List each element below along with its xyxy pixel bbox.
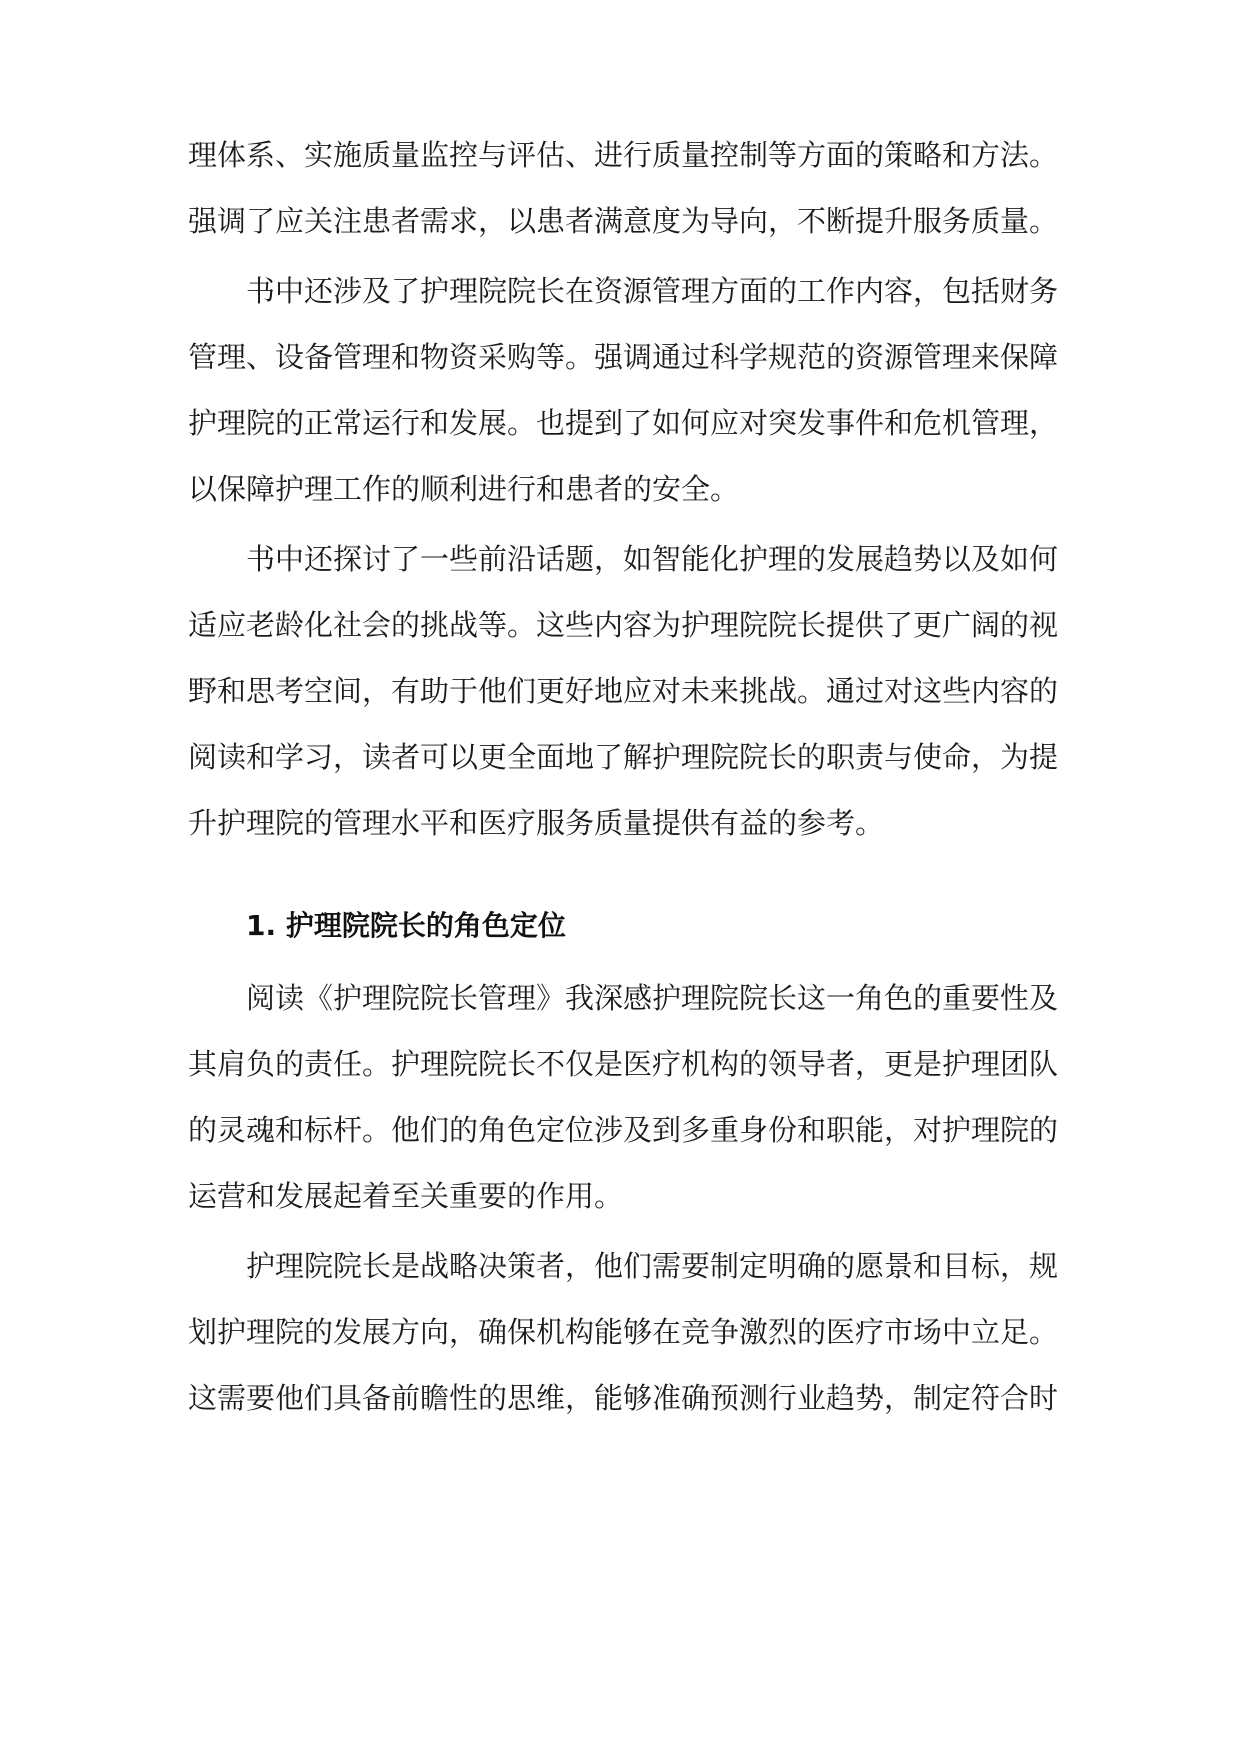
text-line: 书中还涉及了护理院院长在资源管理方面的工作内容，包括财务 — [246, 274, 1059, 308]
text-line: 阅读和学习，读者可以更全面地了解护理院院长的职责与使命，为提 — [188, 740, 1059, 774]
text-line: 野和思考空间，有助于他们更好地应对未来挑战。通过对这些内容的 — [188, 674, 1059, 708]
text-line: 强调了应关注患者需求，以患者满意度为导向，不断提升服务质量。 — [188, 204, 1059, 238]
text-line: 适应老龄化社会的挑战等。这些内容为护理院院长提供了更广阔的视 — [188, 608, 1059, 642]
text-line: 管理、设备管理和物资采购等。强调通过科学规范的资源管理来保障 — [188, 340, 1059, 374]
text-line: 升护理院的管理水平和医疗服务质量提供有益的参考。 — [188, 806, 885, 840]
text-line: 其肩负的责任。护理院院长不仅是医疗机构的领导者，更是护理团队 — [188, 1047, 1059, 1081]
text-line: 运营和发展起着至关重要的作用。 — [188, 1179, 624, 1213]
text-line: 以保障护理工作的顺利进行和患者的安全。 — [188, 472, 740, 506]
text-line: 理体系、实施质量监控与评估、进行质量控制等方面的策略和方法。 — [188, 138, 1059, 172]
text-line: 这需要他们具备前瞻性的思维，能够准确预测行业趋势，制定符合时 — [188, 1381, 1059, 1415]
text-line: 护理院的正常运行和发展。也提到了如何应对突发事件和危机管理， — [188, 406, 1059, 440]
text-line: 护理院院长是战略决策者，他们需要制定明确的愿景和目标，规 — [246, 1249, 1059, 1283]
section-heading: 1. 护理院院长的角色定位 — [246, 909, 566, 942]
text-line: 阅读《护理院院长管理》我深感护理院院长这一角色的重要性及 — [246, 981, 1059, 1015]
text-line: 划护理院的发展方向，确保机构能够在竞争激烈的医疗市场中立足。 — [188, 1315, 1059, 1349]
text-line: 的灵魂和标杆。他们的角色定位涉及到多重身份和职能，对护理院的 — [188, 1113, 1059, 1147]
text-line: 书中还探讨了一些前沿话题，如智能化护理的发展趋势以及如何 — [246, 542, 1059, 576]
